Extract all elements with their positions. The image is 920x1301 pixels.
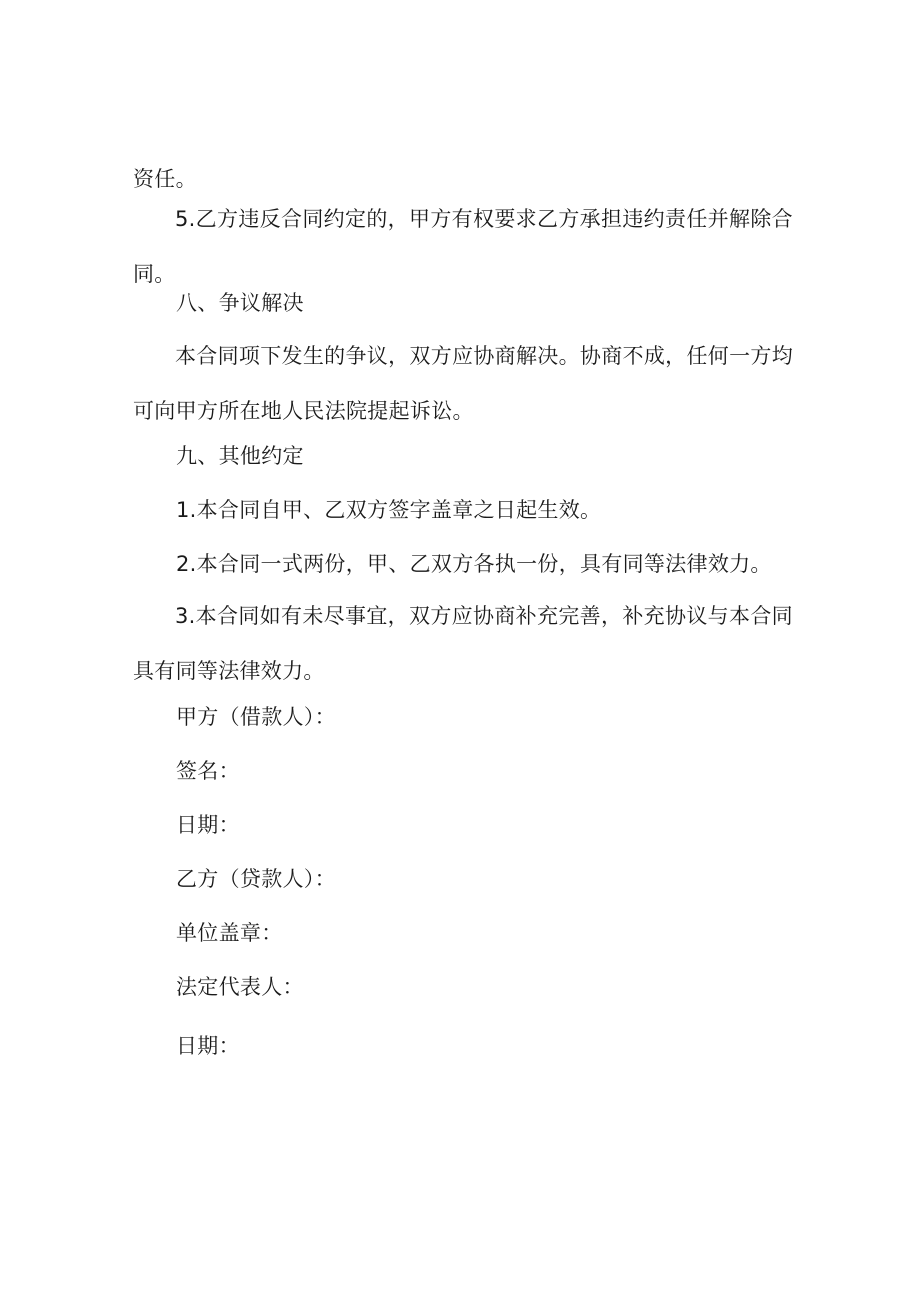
date-b-label: 日期： [176,1034,240,1058]
date-a-label: 日期： [176,813,240,837]
legal-rep-label: 法定代表人： [176,975,304,999]
party-b-label: 乙方（贷款人）： [176,867,336,891]
clause9-item-3: 3.本合同如有未尽事宜，双方应协商补充完善，补充协议与本合同具有同等法律效力。 [133,604,793,683]
clause9-heading: 九、其他约定 [176,444,304,468]
clause8-heading: 八、争议解决 [176,291,304,315]
clause8-body: 本合同项下发生的争议，双方应协商解决。协商不成，任何一方均可向甲方所在地人民法院提起诉讼。 [133,344,793,423]
seal-label: 单位盖章： [176,921,283,945]
clause7-continuation: 资任。 [133,167,197,191]
clause7-item-5: 5.乙方违反合同约定的，甲方有权要求乙方承担违约责任并解除合同。 [133,207,793,286]
clause9-item-2: 2.本合同一式两份，甲、乙双方各执一份，具有同等法律效力。 [176,552,772,576]
clause9-item-1: 1.本合同自甲、乙双方签字盖章之日起生效。 [176,498,602,522]
signature-label: 签名： [176,759,240,783]
party-a-label: 甲方（借款人）： [176,705,336,729]
